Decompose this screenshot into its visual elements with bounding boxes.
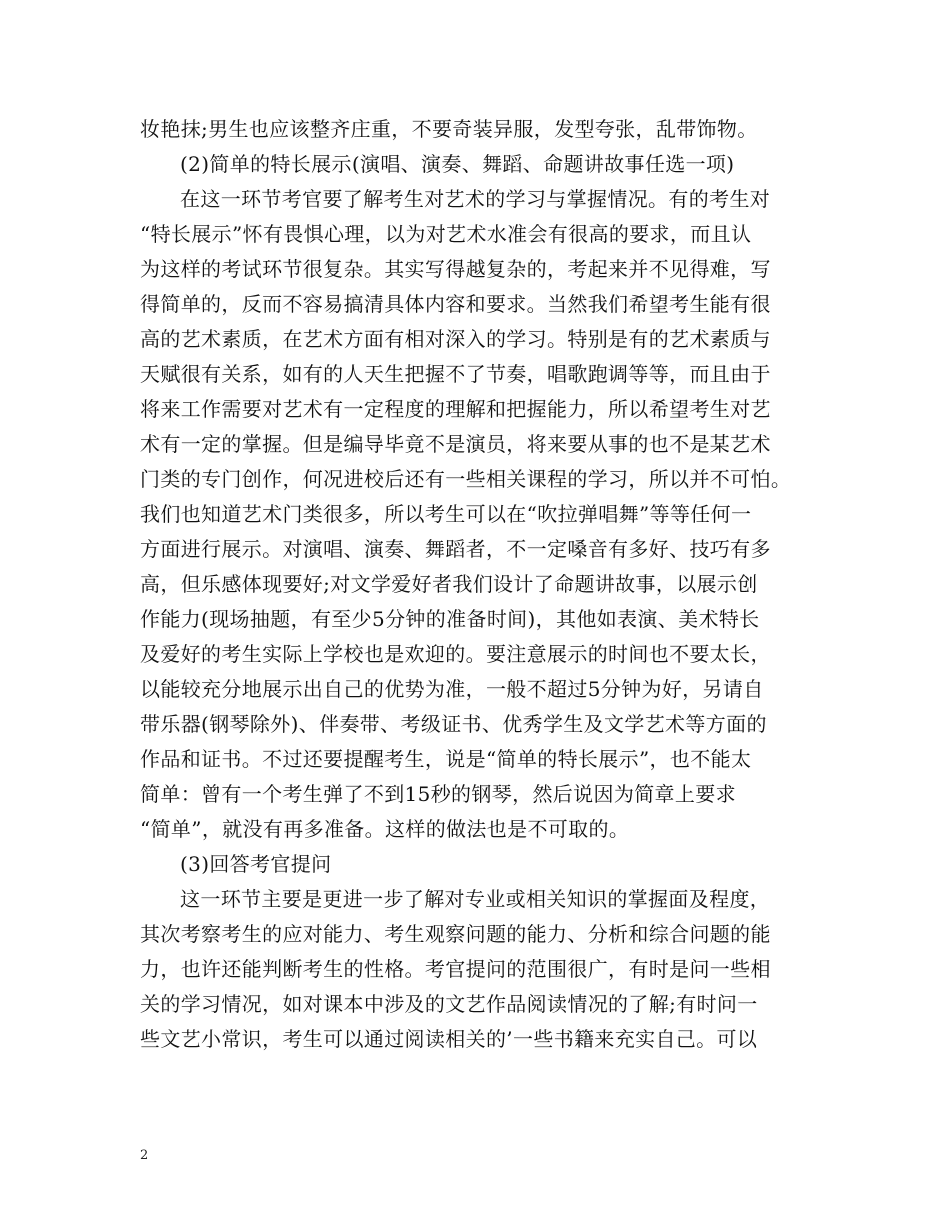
text-line: 高，但乐感体现要好;对文学爱好者我们设计了命题讲故事，以展示创 (140, 572, 758, 596)
text-line: 方面进行展示。对演唱、演奏、舞蹈者，不一定嗓音有多好、技巧有多 (140, 537, 771, 561)
text-line: 作品和证书。不过还要提醒考生，说是“简单的特长展示”，也不能太 (140, 747, 752, 771)
text-line: “特长展示”怀有畏惧心理，以为对艺术水准会有很高的要求，而且认 (140, 222, 752, 246)
section-heading: (3)回答考官提问 (180, 852, 332, 876)
text-line: “简单”，就没有再多准备。这样的做法也是不可取的。 (140, 817, 630, 841)
text-line: 及爱好的考生实际上学校也是欢迎的。要注意展示的时间也不要太长， (140, 642, 771, 666)
text-line: 在这一环节考官要了解考生对艺术的学习与掌握情况。有的考生对 (180, 187, 771, 211)
text-line: 高的艺术素质，在艺术方面有相对深入的学习。特别是有的艺术素质与 (140, 327, 771, 351)
text-line: 力，也许还能判断考生的性格。考官提问的范围很广，有时是问一些相 (140, 957, 771, 981)
text-line: 作能力(现场抽题，有至少5分钟的准备时间)，其他如表演、美术特长 (140, 607, 760, 631)
text-line: 简单：曾有一个考生弹了不到15秒的钢琴，然后说因为简章上要求 (140, 782, 736, 806)
text-line: 为这样的考试环节很复杂。其实写得越复杂的，考起来并不见得难，写 (140, 257, 771, 281)
text-line: 门类的专门创作，何况进校后还有一些相关课程的学习，所以并不可怕。 (140, 467, 792, 491)
section-heading: (2)简单的特长展示(演唱、演奏、舞蹈、命题讲故事任选一项) (180, 152, 735, 176)
text-line: 带乐器(钢琴除外)、伴奏带、考级证书、优秀学生及文学艺术等方面的 (140, 712, 767, 736)
text-line: 其次考察考生的应对能力、考生观察问题的能力、分析和综合问题的能 (140, 922, 771, 946)
text-line: 关的学习情况，如对课本中涉及的文艺作品阅读情况的了解;有时问一 (140, 992, 758, 1016)
text-line: 将来工作需要对艺术有一定程度的理解和把握能力，所以希望考生对艺 (140, 397, 771, 421)
text-line: 以能较充分地展示出自己的优势为准，一般不超过5分钟为好，另请自 (140, 677, 764, 701)
text-line: 我们也知道艺术门类很多，所以考生可以在“吹拉弹唱舞”等等任何一 (140, 502, 752, 526)
body-text (140, 112, 820, 1057)
text-line: 妆艳抹;男生也应该整齐庄重，不要奇装异服，发型夸张，乱带饰物。 (140, 117, 758, 141)
text-line: 术有一定的掌握。但是编导毕竟不是演员，将来要从事的也不是某艺术 (140, 432, 771, 456)
text-line: 些文艺小常识，考生可以通过阅读相关的’一些书籍来充实自己。可以 (140, 1027, 758, 1051)
text-line: 得简单的，反而不容易搞清具体内容和要求。当然我们希望考生能有很 (140, 292, 771, 316)
text-line: 这一环节主要是更进一步了解对专业或相关知识的掌握面及程度， (180, 887, 771, 911)
page-number: 2 (140, 1148, 149, 1163)
text-line: 天赋很有关系，如有的人天生把握不了节奏，唱歌跑调等等，而且由于 (140, 362, 771, 386)
